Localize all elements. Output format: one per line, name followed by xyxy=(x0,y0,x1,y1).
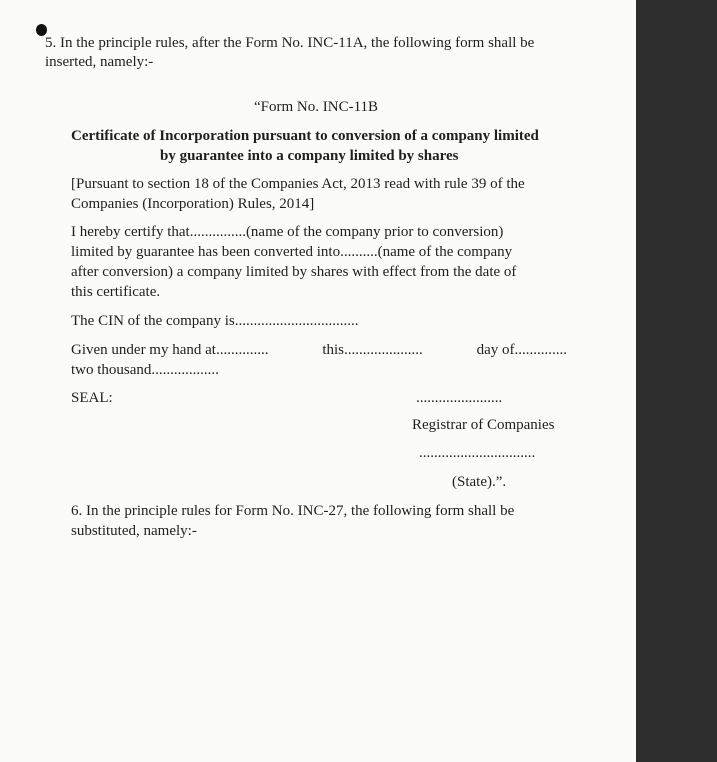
seal-signature-dots: ....................... xyxy=(416,390,503,406)
viewer-side-panel xyxy=(636,0,717,762)
heading-line2: by guarantee into a company limited by shares xyxy=(160,148,459,164)
pursuant-line2: Companies (Incorporation) Rules, 2014] xyxy=(71,196,315,212)
cin-line: The CIN of the company is................................. xyxy=(71,313,359,329)
given-place: Given under my hand at.............. xyxy=(71,342,269,358)
certify-line4: this certificate. xyxy=(71,284,161,300)
heading-line1: Certificate of Incorporation pursuant to conversion of a company limited xyxy=(71,128,539,144)
given-line2: two thousand.................. xyxy=(71,362,219,378)
certify-line1: I hereby certify that...............(name of the company prior to conversion) xyxy=(71,224,504,240)
para5-line2: inserted, namely:- xyxy=(45,54,154,70)
given-day: day of.............. xyxy=(476,342,567,358)
seal-label: SEAL: xyxy=(71,390,113,406)
state-label: (State).”. xyxy=(452,474,507,490)
para5-line1: 5. In the principle rules, after the Form No. INC-11A, the following form shall be xyxy=(45,35,535,51)
given-line xyxy=(71,341,567,360)
pursuant-line1: [Pursuant to section 18 of the Companies Act, 2013 read with rule 39 of the xyxy=(71,176,525,192)
para6-line2: substituted, namely:- xyxy=(71,523,197,539)
para6-line1: 6. In the principle rules for Form No. INC-27, the following form shall be xyxy=(71,503,515,519)
given-this: this..................... xyxy=(322,342,423,358)
form-title: “Form No. INC-11B xyxy=(254,99,379,115)
registrar-label: Registrar of Companies xyxy=(412,417,555,433)
state-dots: ............................... xyxy=(419,445,536,461)
certify-line3: after conversion) a company limited by shares with effect from the date of xyxy=(71,264,517,280)
certify-line2: limited by guarantee has been converted into..........(name of the company xyxy=(71,244,513,260)
